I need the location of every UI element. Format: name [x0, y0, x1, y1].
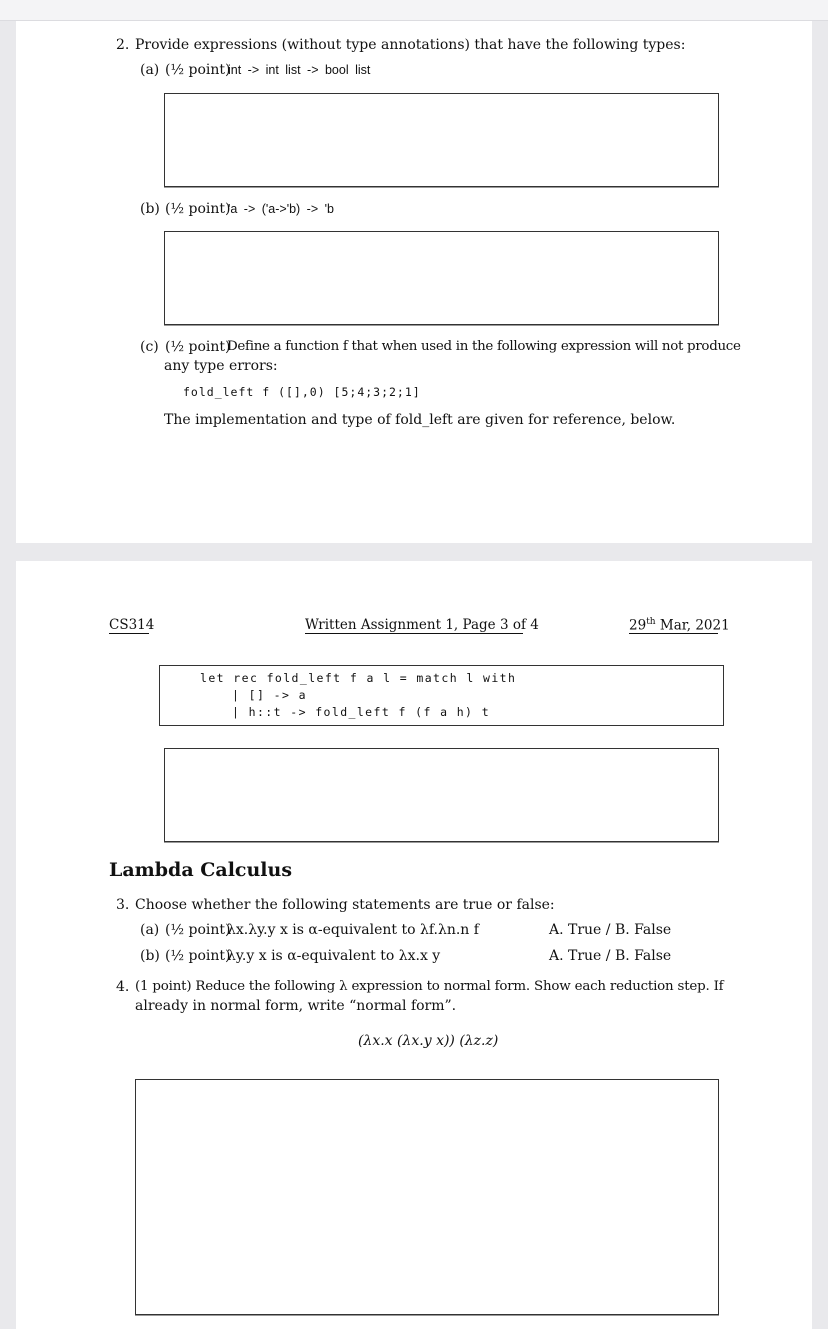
- header-rule-center: [305, 633, 523, 634]
- header-date-sup: th: [646, 617, 656, 627]
- header-date-day: 29: [629, 617, 647, 634]
- q3a-statement: λx.λy.y x is α-equivalent to λf.λn.n f: [227, 922, 479, 938]
- header-rule-right: [629, 633, 718, 634]
- code-line-1: let rec fold_left f a l = match l with: [200, 671, 517, 685]
- q4-text-line2: already in normal form, write “normal form”.: [135, 998, 457, 1014]
- q3-text: Choose whether the following statements are true or false:: [135, 897, 555, 913]
- q2c-note: The implementation and type of fold_left are given for reference, below.: [164, 412, 676, 428]
- code-line-3: | h::t -> fold_left f (f a h) t: [232, 705, 491, 719]
- q3-number: 3.: [116, 897, 130, 913]
- q3b-statement: λy.y x is α-equivalent to λx.x y: [227, 948, 441, 964]
- q2b-points: (½ point): [165, 201, 231, 217]
- header-course: CS314: [109, 617, 155, 633]
- q3a-choice[interactable]: A. True / B. False: [549, 922, 672, 938]
- q3a-points: (½ point): [165, 922, 231, 938]
- q2a-label: (a): [140, 62, 160, 78]
- q4-expression: (λx.x (λx.y x)) (λz.z): [358, 1033, 499, 1049]
- answer-box-q4[interactable]: [135, 1079, 719, 1315]
- code-line-2: | [] -> a: [232, 688, 307, 702]
- q3b-label: (b): [140, 948, 160, 964]
- header-date-rest: Mar, 2021: [659, 617, 730, 634]
- header-rule-left: [109, 633, 149, 634]
- q2b-type: 'a -> ('a->'b) -> 'b: [228, 202, 334, 216]
- answer-box-q2c[interactable]: [164, 748, 719, 842]
- document-page-3: [16, 561, 812, 1329]
- q2a-points: (½ point): [165, 62, 231, 78]
- header-date: [629, 617, 730, 634]
- document-page-2: [16, 21, 812, 543]
- viewer-top-bar: [0, 0, 828, 21]
- q3a-label: (a): [140, 922, 160, 938]
- answer-box-q2b[interactable]: [164, 231, 719, 325]
- header-title: Written Assignment 1, Page 3 of 4: [305, 617, 539, 633]
- q4-number: 4.: [116, 979, 130, 995]
- q2c-points: (½ point): [165, 339, 231, 355]
- q2c-text-line1: Define a function f that when used in the following expression will not produce: [227, 339, 741, 354]
- q4-text-line1: (1 point) Reduce the following λ expression to normal form. Show each reduction step. If: [135, 979, 724, 994]
- answer-box-q2a[interactable]: [164, 93, 719, 187]
- q3b-points: (½ point): [165, 948, 231, 964]
- q2c-text-line2: any type errors:: [164, 358, 278, 374]
- section-title: Lambda Calculus: [109, 859, 293, 881]
- q2c-label: (c): [140, 339, 159, 355]
- q2-text: Provide expressions (without type annotations) that have the following types:: [135, 37, 686, 53]
- q3b-choice[interactable]: A. True / B. False: [549, 948, 672, 964]
- code-listing-fold-left: [159, 665, 724, 726]
- q2a-type: int -> int list -> bool list: [228, 63, 371, 77]
- q2-number: 2.: [116, 37, 130, 53]
- q2b-label: (b): [140, 201, 160, 217]
- q2c-code: fold_left f ([],0) [5;4;3;2;1]: [183, 385, 421, 399]
